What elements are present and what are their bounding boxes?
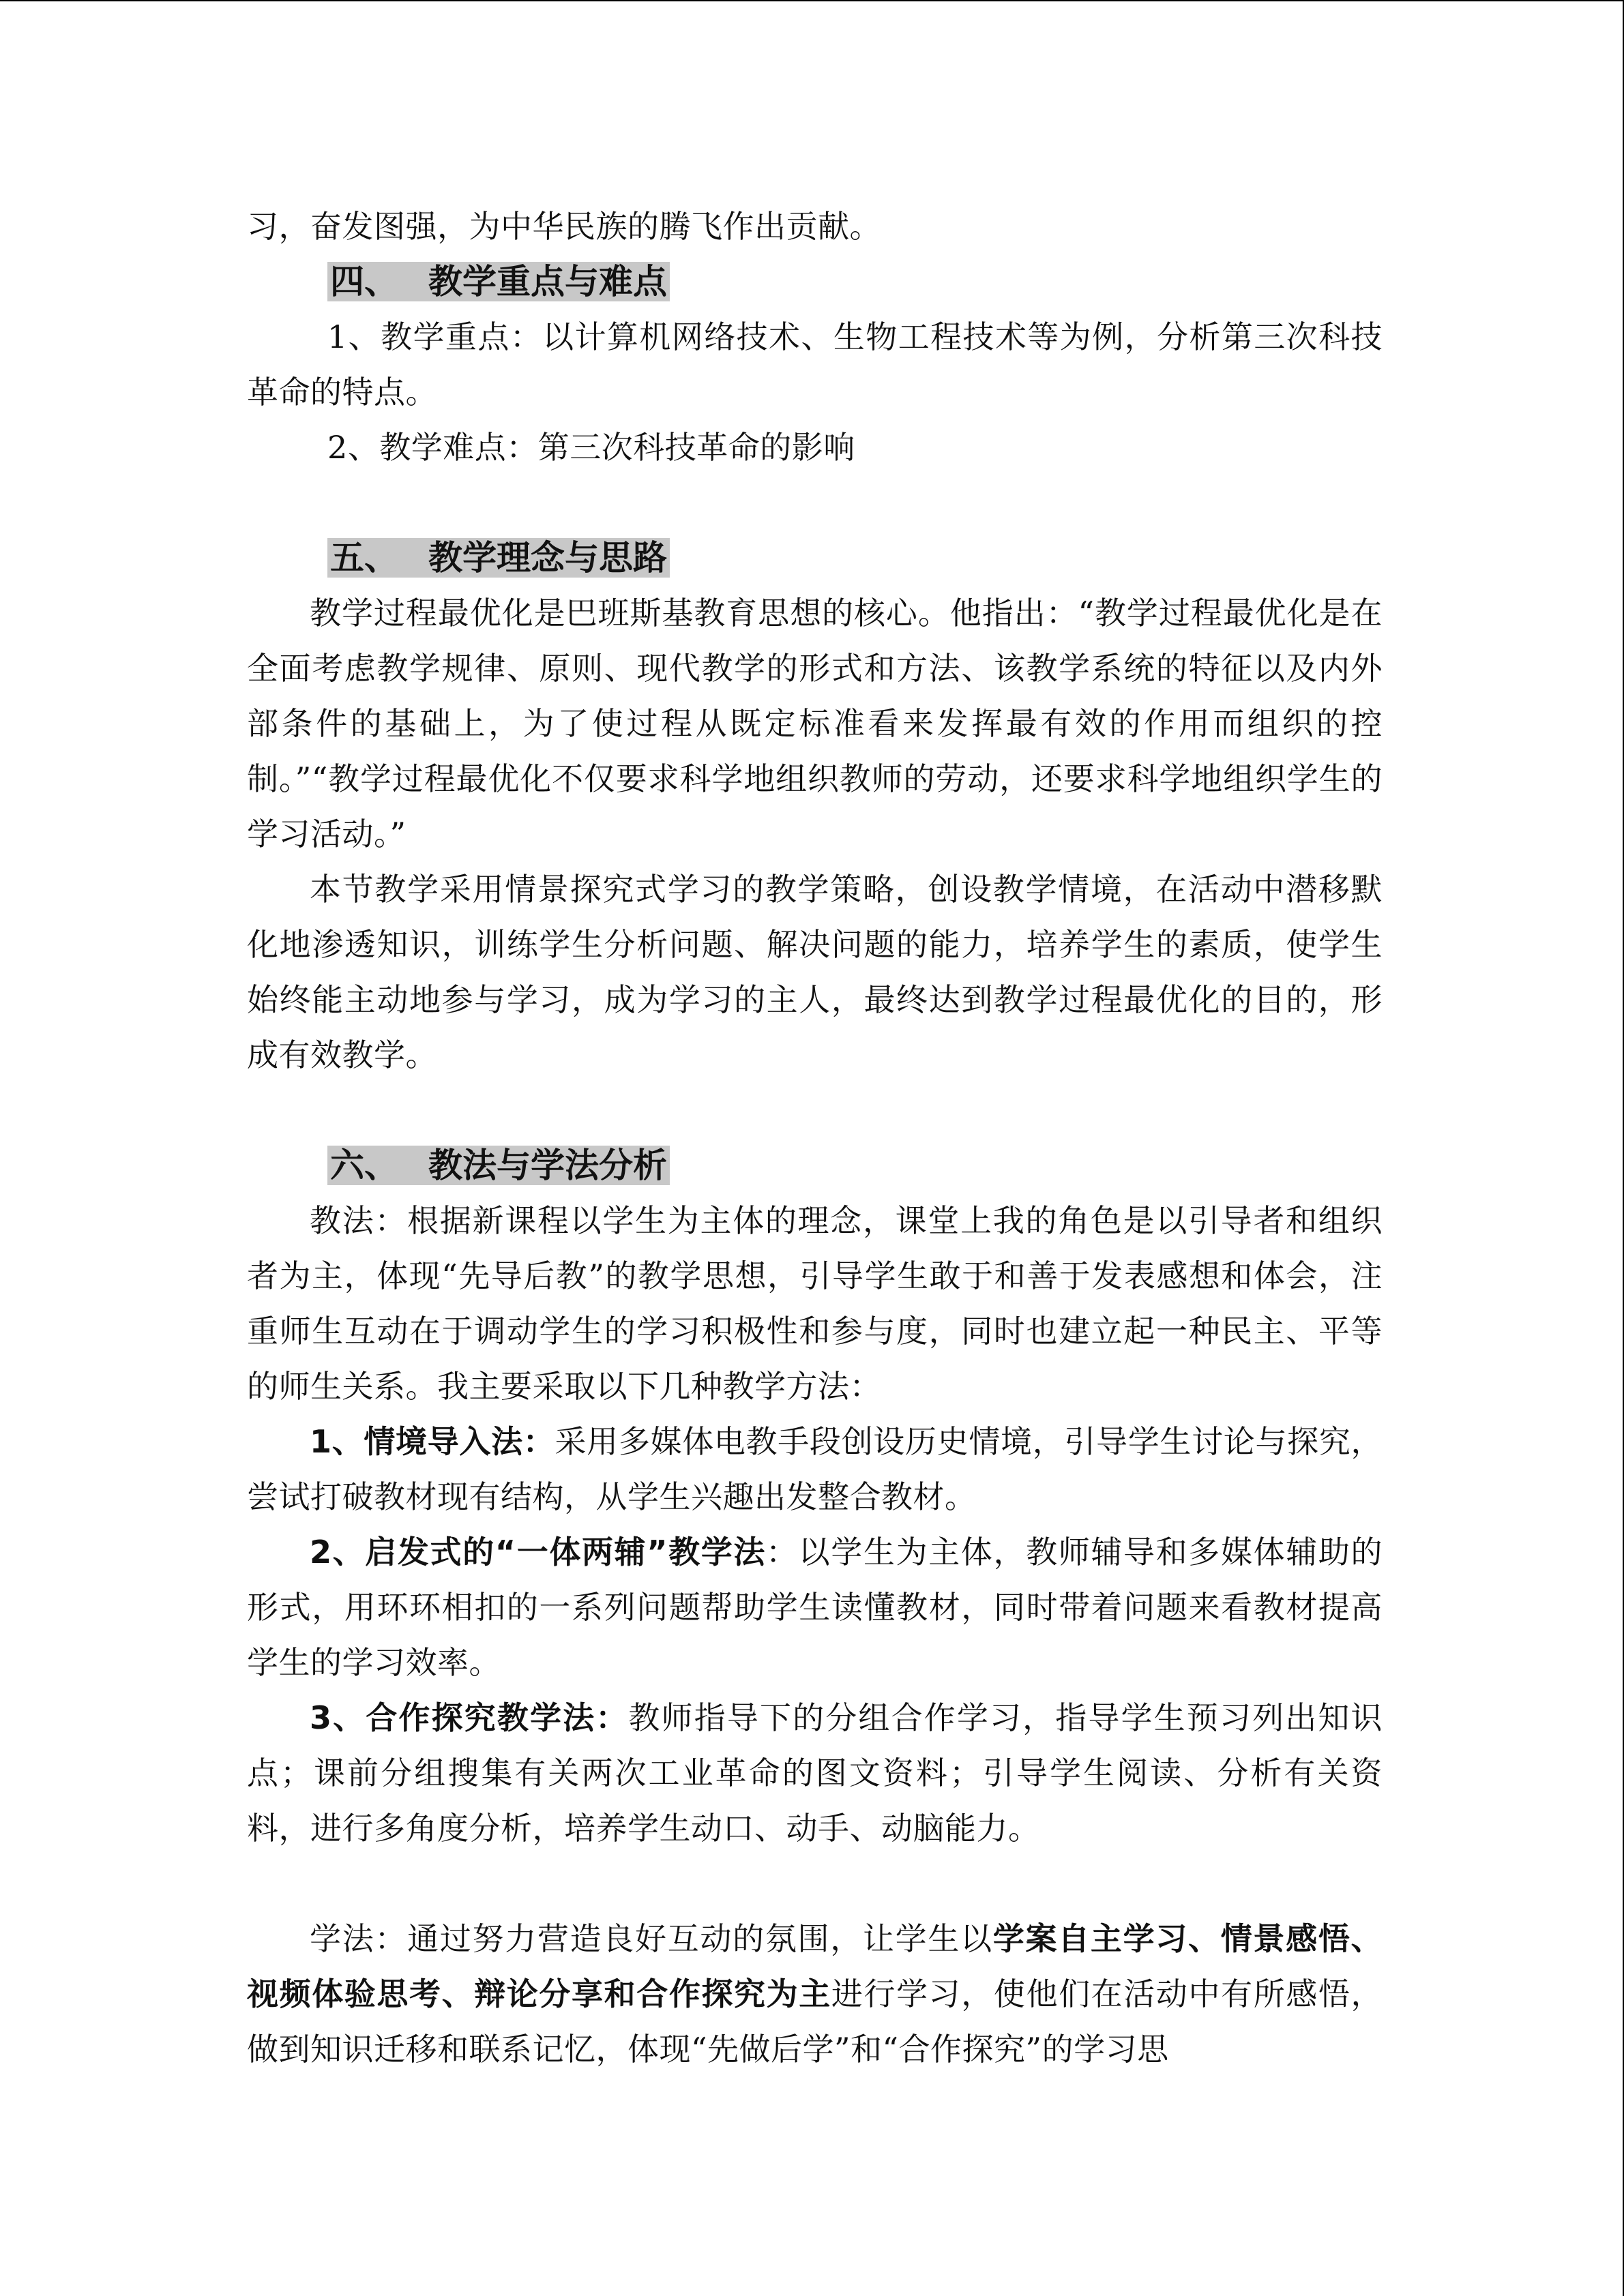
method-text: 教师指导下的分组合作学习，指导学生预习列出知识点；课前分组搜集有关两次工业革命的图文资料；引导学生阅读、分析有关资料，进行多角度分析，培养学生动口、动手、动脑能力。 xyxy=(247,1699,1383,1847)
page-content xyxy=(247,199,1383,2077)
learning-text-a: 学法：通过努力营造良好互动的氛围，让学生以 xyxy=(310,1920,993,1957)
teaching-method-paragraph: 教法：根据新课程以学生为主体的理念，课堂上我的角色是以引导者和组织者为主，体现“先导后教”的教学思想，引导学生敢于和善于发表感想和体会，注重师生互动在于调动学生的学习积极性和参与度，同时也建立起一种民主、平等的师生关系。我主要采取以下几种教学方法： xyxy=(247,1202,1383,1405)
method-item-1 xyxy=(247,1414,1383,1525)
spacer xyxy=(247,1856,1383,1911)
heading-highlight xyxy=(327,262,670,301)
learning-text-c: 进行学习，使他们在活动中有所感悟，做到知识迁移和联系记忆，体现“先做后学”和“合作探究”的学习思 xyxy=(247,1976,1383,2068)
heading-title: 教学理念与思路 xyxy=(428,538,667,578)
section-heading-5 xyxy=(247,531,1383,586)
spacer xyxy=(247,1083,1383,1138)
method-text: ：以学生为主体，教师辅导和多媒体辅助的形式，用环环相扣的一系列问题帮助学生读懂教材，同时带着问题来看教材提高学生的学习效率。 xyxy=(247,1534,1383,1681)
section-heading-6 xyxy=(247,1138,1383,1193)
heading-number: 五、 xyxy=(330,538,398,578)
learning-method-paragraph xyxy=(247,1911,1383,2077)
difficult-point-paragraph: 2、教学难点：第三次科技革命的影响 xyxy=(327,429,855,466)
heading-highlight xyxy=(327,538,670,578)
philosophy-paragraph: 教学过程最优化是巴班斯基教育思想的核心。他指出：“教学过程最优化是在全面考虑教学规律、原则、现代教学的形式和方法、该教学系统的特征以及内外部条件的基础上，为了使过程从既定标准看来发挥最有效的作用而组织的控制。”“教学过程最优化不仅要求科学地组织教师的劳动，还要求科学地组织学生的学习活动。” xyxy=(247,595,1383,852)
section-heading-4 xyxy=(247,254,1383,310)
heading-title: 教法与学法分析 xyxy=(428,1146,667,1185)
method-item-2 xyxy=(247,1525,1383,1690)
paragraph-continuation: 习，奋发图强，为中华民族的腾飞作出贡献。 xyxy=(247,208,881,245)
key-point-paragraph: 1、教学重点：以计算机网络技术、生物工程技术等为例，分析第三次科技革命的特点。 xyxy=(247,318,1383,411)
heading-number: 四、 xyxy=(330,262,398,301)
heading-number: 六、 xyxy=(330,1146,398,1185)
method-label: 1、情境导入法： xyxy=(310,1423,555,1460)
strategy-paragraph: 本节教学采用情景探究式学习的教学策略，创设教学情境，在活动中潜移默化地渗透知识，训练学生分析问题、解决问题的能力，培养学生的素质，使学生始终能主动地参与学习，成为学习的主人，最终达到教学过程最优化的目的，形成有效教学。 xyxy=(247,871,1383,1073)
method-label: 3、合作探究教学法： xyxy=(310,1699,629,1736)
heading-title: 教学重点与难点 xyxy=(428,262,667,301)
method-text: 采用多媒体电教手段创设历史情境，引导学生讨论与探究，尝试打破教材现有结构，从学生兴趣出发整合教材。 xyxy=(247,1423,1383,1515)
heading-highlight xyxy=(327,1146,670,1185)
spacer xyxy=(247,475,1383,531)
method-item-3 xyxy=(247,1690,1383,1856)
learning-emphasis: 学案自主学习、情景感悟、视频体验思考、辩论分享和合作探究为主 xyxy=(247,1920,1383,2012)
method-label: 2、启发式的“一体两辅”教学法 xyxy=(310,1534,767,1570)
